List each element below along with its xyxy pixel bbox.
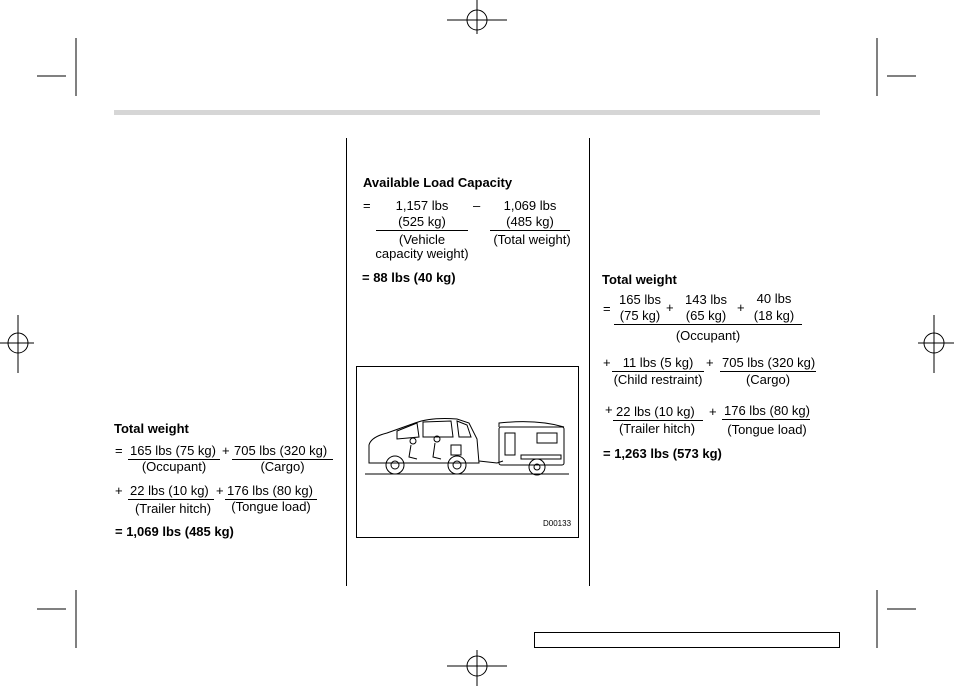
right-result: = 1,263 lbs (573 kg): [603, 446, 722, 461]
plus-sign: +: [706, 355, 714, 370]
child-restraint-weight: 11 lbs (5 kg): [622, 355, 694, 370]
column-divider-left: [346, 138, 347, 586]
tongue-load-weight: 176 lbs (80 kg): [724, 403, 810, 418]
occupant-1-kg: (75 kg): [619, 308, 661, 323]
plus-sign: +: [605, 402, 613, 417]
right-title: Total weight: [602, 272, 677, 287]
occupant-weight: 165 lbs (75 kg): [130, 443, 216, 458]
footer-box: [534, 632, 840, 648]
occupant-3-lbs: 40 lbs: [756, 291, 792, 306]
tongue-load-weight: 176 lbs (80 kg): [227, 483, 313, 498]
plus-sign: +: [115, 483, 123, 498]
vehicle-capacity-lbs: 1,157 lbs: [395, 198, 449, 213]
left-result: = 1,069 lbs (485 kg): [115, 524, 234, 539]
vehicle-capacity-kg: (525 kg): [398, 214, 446, 229]
total-weight-kg: (485 kg): [506, 214, 554, 229]
middle-title: Available Load Capacity: [363, 175, 513, 190]
total-weight-label: (Total weight): [493, 232, 571, 247]
occupant-label: (Occupant): [141, 459, 207, 474]
cargo-label: (Cargo): [745, 372, 791, 387]
tongue-load-label: (Tongue load): [727, 422, 807, 437]
trailer-hitch-label: (Trailer hitch): [618, 421, 696, 436]
cargo-weight: 705 lbs (320 kg): [722, 355, 816, 370]
towing-figure: [356, 366, 579, 538]
occupant-1-lbs: 165 lbs: [619, 292, 661, 307]
trailer-hitch-weight: 22 lbs (10 kg): [616, 404, 695, 419]
header-rule: [114, 110, 820, 115]
middle-result: = 88 lbs (40 kg): [362, 270, 456, 285]
child-restraint-label: (Child restraint): [613, 372, 703, 387]
plus-sign: +: [666, 300, 674, 315]
trailer-hitch-weight: 22 lbs (10 kg): [130, 483, 209, 498]
occupant-3-kg: (18 kg): [753, 308, 795, 323]
equals-sign: =: [363, 198, 371, 213]
vehicle-label: (Vehicle: [398, 232, 446, 247]
total-weight-lbs: 1,069 lbs: [503, 198, 557, 213]
cargo-label: (Cargo): [260, 459, 305, 474]
capacity-weight-label: capacity weight): [375, 246, 469, 261]
trailer-hitch-label: (Trailer hitch): [134, 501, 212, 516]
column-divider-right: [589, 138, 590, 586]
plus-sign: +: [709, 404, 717, 419]
occupant-label: (Occupant): [675, 328, 741, 343]
plus-sign: +: [737, 300, 745, 315]
left-title: Total weight: [114, 421, 189, 436]
figure-code: D00133: [543, 519, 572, 528]
cargo-weight: 705 lbs (320 kg): [234, 443, 328, 458]
equals-sign: =: [603, 301, 611, 316]
occupant-2-kg: (65 kg): [685, 308, 727, 323]
plus-sign: +: [603, 355, 611, 370]
occupant-2-lbs: 143 lbs: [685, 292, 727, 307]
tongue-load-label: (Tongue load): [231, 499, 311, 514]
minus-sign: –: [473, 198, 481, 213]
equals-sign: =: [115, 443, 123, 458]
plus-sign: +: [216, 483, 224, 498]
car-trailer-illustration: [357, 367, 578, 537]
plus-sign: +: [222, 443, 230, 458]
